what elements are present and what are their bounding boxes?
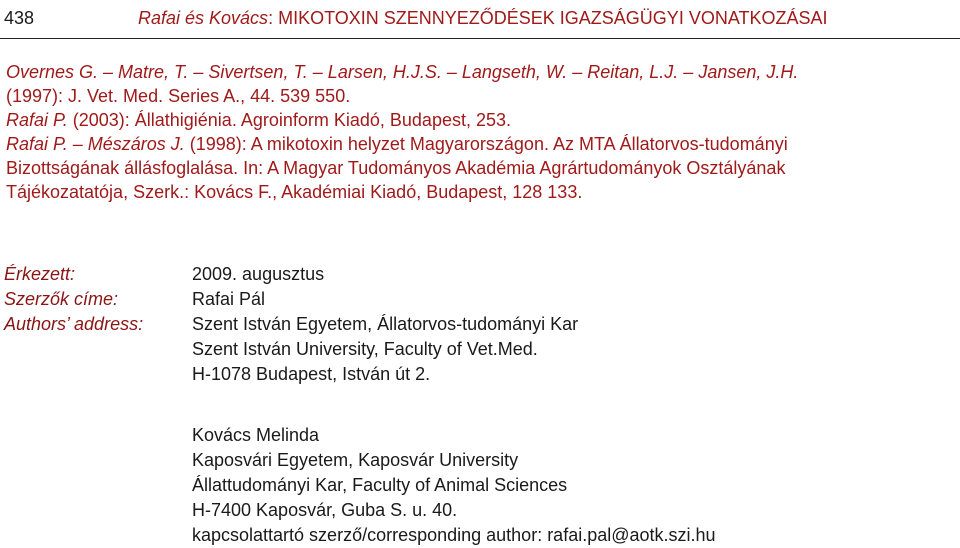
received-label: Érkezett: (4, 264, 76, 284)
received-value: 2009. augusztus (192, 264, 325, 284)
address-row (0, 337, 960, 362)
reference-author: Rafai P. (6, 134, 68, 154)
address-line: Szent István University, Faculty of Vet.Med. (192, 339, 538, 359)
address-label-en: Authors’ address: (4, 314, 144, 334)
author-name-row (0, 287, 960, 312)
address-line: Kaposvári Egyetem, Kaposvár University (192, 450, 519, 470)
address-line: Állattudományi Kar, Faculty of Animal Sciences (192, 475, 568, 495)
address-row (0, 448, 960, 473)
reference-author: Mészáros J. (87, 134, 185, 154)
reference-text: (1998): A mikotoxin helyzet Magyarországon. Az MTA Állatorvos-tudományi (184, 134, 788, 154)
reference-text: (2003): Állathigiénia. Agroinform Kiadó, Budapest, 253. (67, 110, 511, 130)
corresponding-author-line: kapcsolattartó szerző/corresponding author: rafai.pal@aotk.szi.hu (192, 525, 716, 545)
address-row (0, 498, 960, 523)
running-title-text: MIKOTOXIN SZENNYEZŐDÉSEK IGAZSÁGÜGYI VONATKOZÁSAI (278, 8, 828, 28)
author-name-row (0, 423, 960, 448)
reference-author: Rafai P. (6, 110, 68, 130)
address-block (0, 262, 960, 548)
running-title (138, 8, 828, 29)
address-row (0, 473, 960, 498)
reference-item (0, 60, 960, 108)
address-row (0, 362, 960, 387)
received-row (0, 262, 960, 287)
address-row (0, 523, 960, 548)
references-list (0, 60, 960, 204)
reference-line: Overnes G. – Matre, T. – Sivertsen, T. – Larsen, H.J.S. – Langseth, W. – Reitan, L.J. – Jansen, J.H. (6, 62, 799, 82)
address-label-hu: Szerzők címe: (4, 289, 119, 309)
reference-item (0, 132, 960, 204)
reference-line: Bizottságának állásfoglalása. In: A Magyar Tudományos Akadémia Agrártudományok Osztályának (6, 158, 786, 178)
address-row (0, 312, 960, 337)
reference-line (6, 108, 960, 132)
author-name: Kovács Melinda (192, 425, 320, 445)
running-title-authors: Rafai és Kovács (138, 8, 269, 28)
reference-item (0, 108, 960, 132)
reference-line (6, 132, 960, 156)
address-line: H-1078 Budapest, István út 2. (192, 364, 431, 384)
address-line: H-7400 Kaposvár, Guba S. u. 40. (192, 500, 458, 520)
running-title-sep: : (268, 8, 279, 28)
reference-dash: – (67, 134, 88, 154)
running-header (0, 0, 960, 44)
reference-line: (1997): J. Vet. Med. Series A., 44. 539 550. (6, 86, 351, 106)
reference-line: Tájékozatatója, Szerk.: Kovács F., Akadémiai Kiadó, Budapest, 128 133. (6, 182, 583, 202)
author-name: Rafai Pál (192, 289, 266, 309)
address-line: Szent István Egyetem, Állatorvos-tudományi Kar (192, 314, 579, 334)
header-rule (0, 38, 960, 39)
page-number: 438 (4, 8, 35, 28)
